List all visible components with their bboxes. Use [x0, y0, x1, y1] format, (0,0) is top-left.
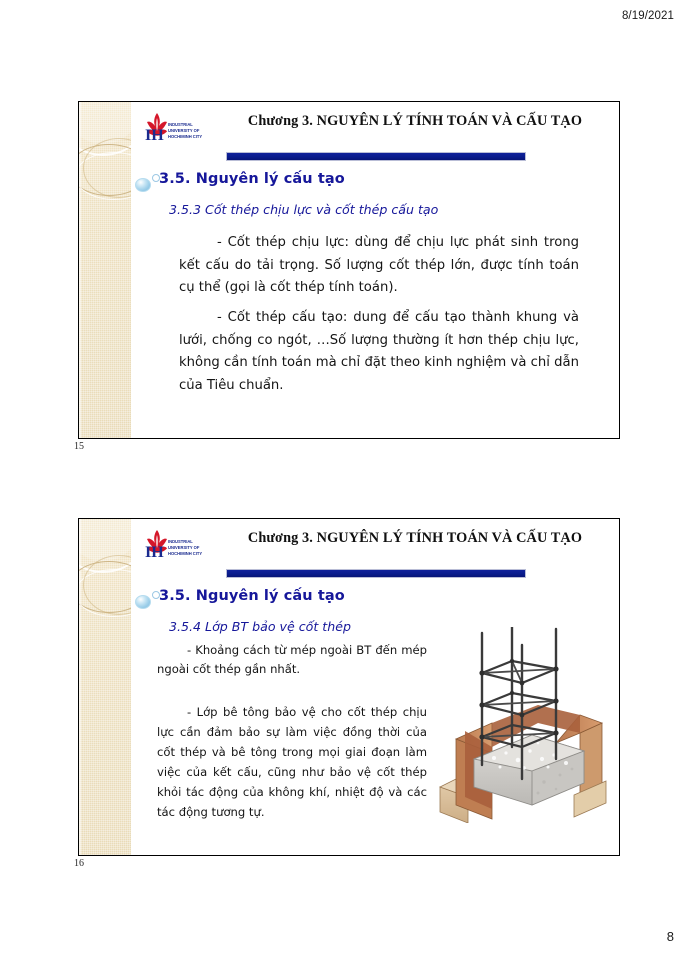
slide-2 — [78, 518, 620, 856]
svg-text:IH: IH — [145, 127, 164, 144]
logo-line-1: INDUSTRIAL — [168, 122, 193, 127]
slide-1-header-accent-bar — [226, 152, 526, 161]
slide-1-paragraph-1: - Cốt thép chịu lực: dùng để chịu lực phát sinh trong kết cấu do tải trọng. Số lượng cốt thép lớn, được tính toán cụ thể (gọi là cốt thép tính toán). — [179, 235, 579, 296]
slide-1-number: 15 — [74, 441, 84, 452]
slide-2-paragraph-2: - Lớp bê tông bảo vệ cho cốt thép chịu lực cần đảm bảo sự làm việc đồng thời của cốt thép và bê tông trong mọi giai đoạn làm việc của kết cấu, cũng như bảo vệ cốt thép khỏi tác động của không khí, nhiệt độ và các tác động tương tự. — [157, 705, 427, 820]
slide-1 — [78, 101, 620, 439]
slide-2-header — [131, 519, 619, 581]
logo-line-3: HOCHIMINH CITY — [168, 551, 203, 556]
slide-2-decorative-side-band — [79, 519, 131, 855]
logo-line-3: HOCHIMINH CITY — [168, 134, 203, 139]
slide-1-section-bullet — [135, 174, 161, 192]
page-footer-number: 8 — [666, 929, 674, 944]
iuh-logo — [141, 109, 209, 147]
svg-text:IH: IH — [145, 544, 164, 561]
page-date: 8/19/2021 — [621, 10, 674, 22]
sphere-bullet-icon — [135, 595, 151, 609]
slide-2-number: 16 — [74, 858, 84, 869]
sphere-bullet-icon — [135, 178, 151, 192]
slide-2-section-title: 3.5. Nguyên lý cấu tạo — [159, 588, 345, 604]
slide-1-decorative-side-band — [79, 102, 131, 438]
slide-2-header-title: Chương 3. NGUYÊN LÝ TÍNH TOÁN VÀ CẤU TẠO — [247, 530, 583, 546]
logo-line-2: UNIVERSITY OF — [168, 128, 200, 133]
slide-1-section-title: 3.5. Nguyên lý cấu tạo — [159, 171, 345, 187]
slide-2-section-bullet — [135, 591, 161, 609]
slide-1-paragraph-2: - Cốt thép cấu tạo: dung để cấu tạo thành khung và lưới, chống co ngót, …Số lượng thường ít hơn thép chịu lực, không cần tính toán mà chỉ đặt theo kinh nghiệm và chỉ dẫn của Tiêu chuẩn. — [179, 310, 579, 394]
logo-line-1: INDUSTRIAL — [168, 539, 193, 544]
slide-1-header-title: Chương 3. NGUYÊN LÝ TÍNH TOÁN VÀ CẤU TẠO — [247, 113, 583, 129]
logo-line-2: UNIVERSITY OF — [168, 545, 200, 550]
slide-2-paragraph-1: - Khoảng cách từ mép ngoài BT đến mép ngoài cốt thép gần nhất. — [157, 643, 427, 676]
reinforced-concrete-column-formwork-illustration — [434, 627, 614, 823]
iuh-logo — [141, 526, 209, 564]
slide-1-header — [131, 102, 619, 164]
slide-1-sub-title: 3.5.3 Cốt thép chịu lực và cốt thép cấu tạo — [169, 202, 439, 217]
slide-2-sub-title: 3.5.4 Lớp BT bảo vệ cốt thép — [169, 619, 351, 634]
slide-2-header-accent-bar — [226, 569, 526, 578]
